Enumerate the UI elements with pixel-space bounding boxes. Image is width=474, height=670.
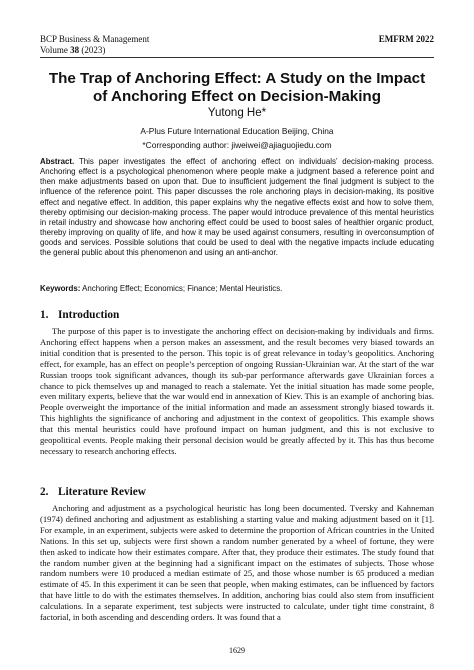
keywords [40, 284, 434, 294]
keywords-label: Keywords: [40, 284, 81, 293]
section-number: 2. [40, 486, 49, 498]
volume-year: (2023) [79, 45, 106, 55]
author-name: Yutong He* [207, 107, 267, 119]
volume-number: 38 [70, 45, 80, 55]
volume-label: Volume [40, 45, 71, 55]
literature-review-body [40, 503, 434, 623]
keywords-text: Anchoring Effect; Economics; Finance; Mental Heuristics. [80, 284, 283, 293]
abstract-label: Abstract. [40, 157, 75, 166]
journal-name: BCP Business & Management [40, 34, 150, 44]
section-title: Literature Review [58, 486, 146, 498]
paragraph: The purpose of this paper is to investigate the anchoring effect on decision-making by individuals and firms. Anchoring effect happens when a person makes an assessment, and the result becomes very biased towards an initial condition that is presented to the person. This topic is of great relevance in today’s geopolitics. Anchoring effect, for example, has an effect on people’s perception of ongoing Russian-Ukrainian war. At the start of the war Russian troops took significant advances, though its sub-par performance afterwards gave Ukrainian forces a chance to pick themselves up and managed to reach a stalemate. Yet the initial situation has made some people, even military experts, believe that the war would end in annexation of Kiev. This is an example of anchoring bias. People overweight the importance of the initial information and made an assessment strongly biased towards it. This highlights the significance of anchoring and adjustment in the context of geopolitics. This example shows that this mental heuristics could have profound impact on human judgment, and this is not exclusive to geopolitical events. People making their personal decision would be greatly affected by it. This has thus become necessary to research anchoring effects. [40, 326, 434, 456]
section-number: 1. [40, 309, 49, 321]
section-title: Introduction [58, 309, 120, 321]
conference-name: EMFRM 2022 [378, 34, 434, 44]
affiliation: A-Plus Future International Education Beijing, China [140, 126, 334, 136]
affiliation-block [40, 126, 434, 154]
section-heading-introduction [40, 309, 434, 322]
paragraph: Anchoring and adjustment as a psychological heuristic has long been documented. Tversky and Kahneman (1974) defined anchoring and adjustment as establishing a starting value and making adjustment based on it [1]. For example, in an experiment, subjects were asked to determine the proportion of African countries in the United Nations. In this set up, subjects were first shown a random number generated by a wheel of fortune, they were then asked to indicate how their estimates compare. After that, they produce their estimates. The study found that the random number given at the beginning had a significant impact on the estimates of subjects. Those whose random numbers were 10 produced a median estimate of 25, and those whose number is 65 produced a median estimate of 45. In this experiment it can be seen that people, when making estimates, can be influenced by factors that have little to do with the estimates themselves. In addition, anchoring bias could also stem from insufficient calculations. In a separate experiment, test subjects were instructed to calculate, under tight time constraint, 8 factorial, in both ascending and descending orders. It was found that a [40, 503, 434, 623]
volume-line [40, 45, 434, 56]
running-header [40, 34, 434, 56]
paper-title: The Trap of Anchoring Effect: A Study on the Impact of Anchoring Effect on Decision-Making [48, 70, 426, 105]
abstract-text: This paper investigates the effect of anchoring effect on individuals’ decision-making process. Anchoring effect is a psychological phenomenon where people make a judgment based a reference point and then make adjustments based on upon that. Due to insufficient judgement the final judgment is subject to the influence of the reference point. This paper discusses the role anchoring plays in decision-making, its positive effect and negative effect. In addition, this paper explains why the negative effects exist and how to solve them, thereby optimising our decision-making process. The paper would introduce prevalence of this mental heuristics in retail industry and showcase how anchoring effect could be used to boost sales of healthier organic product, thereby improving on quality of life, and how it may be used against consumers, resulting in overconsumption of goods and services. Possible solutions that could be used to deal with the negative impacts include educating the general public about this phenomenon and using an anti-anchor. [40, 157, 434, 258]
introduction-body [40, 326, 434, 457]
corresponding-author: *Corresponding author: jiweiwei@ajiaguojiedu.com [142, 140, 332, 150]
header-rule [40, 57, 434, 58]
section-heading-literature-review [40, 486, 434, 499]
abstract [40, 157, 434, 259]
page-number: 1629 [229, 646, 245, 655]
